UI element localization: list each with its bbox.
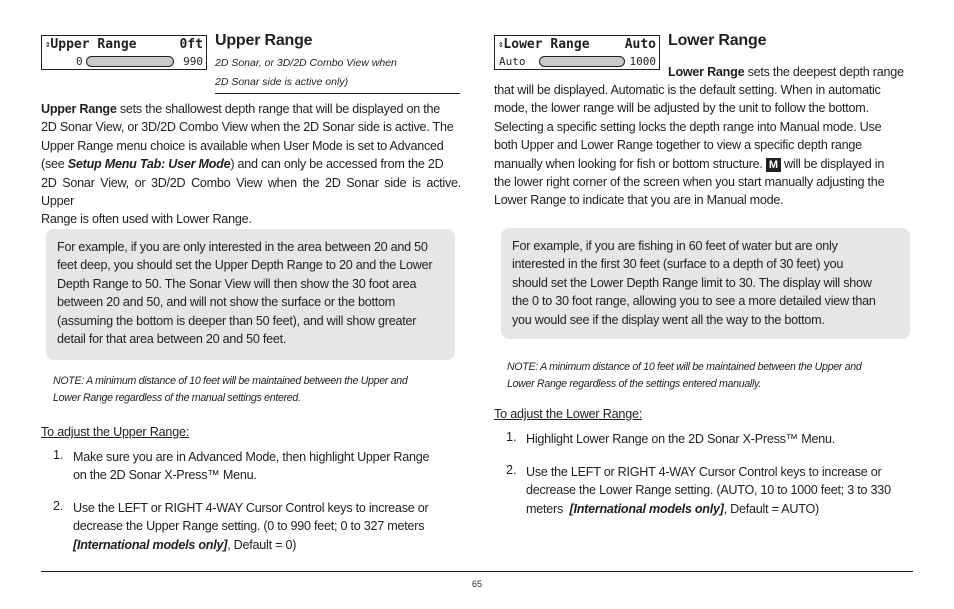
lower-range-menu-widget: [494, 35, 660, 70]
lower-body-line1-text: sets the deepest depth range: [744, 65, 904, 79]
upper-example-line: (assuming the bottom is deeper than 50 feet), and will show greater: [57, 313, 417, 328]
footer-rule: [41, 571, 913, 572]
upper-howto-heading: To adjust the Upper Range:: [41, 425, 190, 439]
upper-example-line: For example, if you are only interested in the area between 20 and 50: [57, 240, 428, 254]
upper-example-line: feet deep, you should set the Upper Depth Range to 20 and the Lower: [57, 258, 433, 273]
upper-body-line2: 2D Sonar View, or 3D/2D Combo View when the 2D Sonar side is active. The: [41, 120, 454, 135]
lower-note: [507, 359, 917, 393]
upper-step1-number: 1.: [53, 448, 64, 462]
upper-range-slider-min: 0: [76, 55, 83, 68]
upper-body-line5: 2D Sonar View, or 3D/2D Combo View when the 2D Sonar side is active. Upper: [41, 175, 461, 209]
lower-howto-heading: To adjust the Lower Range:: [494, 407, 643, 421]
lower-range-menu-label: Lower Range: [503, 37, 590, 52]
page-number: 65: [471, 579, 482, 589]
upper-step2-line1: Use the LEFT or RIGHT 4-WAY Cursor Control keys to increase or: [73, 501, 429, 515]
lower-note-line1: [507, 359, 917, 376]
upper-range-title: Upper Range: [215, 32, 313, 49]
lower-example-text: [512, 237, 899, 329]
lower-body-line7: the lower right corner of the screen when you start manually adjusting the: [494, 175, 885, 190]
international-models-note: [International models only]: [73, 537, 228, 552]
up-down-arrows-icon: ⇕: [45, 40, 51, 50]
lower-example-line: interested in the first 30 feet (surface to a depth of 30 feet) you: [512, 257, 844, 272]
lower-step2-line2: decrease the Lower Range setting. (AUTO, 10 to 1000 feet; 3 to 330: [526, 483, 891, 498]
upper-range-menu-value: 0ft: [179, 37, 203, 52]
lower-step2: [526, 463, 899, 518]
upper-body-line3: Upper Range menu choice is available when User Mode is set to Advanced: [41, 138, 444, 153]
upper-step1: [73, 448, 446, 485]
upper-range-menu-label-row: [42, 36, 206, 53]
upper-example-text: [57, 238, 444, 348]
upper-step2: [73, 499, 446, 554]
upper-example-line: Depth Range to 50. The Sonar View will then show the 30 foot area: [57, 276, 417, 291]
lower-range-slider-track: [539, 56, 625, 67]
lower-body-term: Lower Range: [668, 65, 745, 79]
lower-example-line: the 0 to 30 foot range, allowing you to see a more detailed view than: [512, 294, 876, 309]
upper-range-menu-widget: [41, 35, 207, 70]
lower-note-label: NOTE:: [507, 361, 538, 373]
upper-example-line: between 20 and 50, and will not show the surface or the bottom: [57, 295, 396, 310]
lower-step2-default: , Default = AUTO): [723, 501, 819, 516]
lower-example-line: For example, if you are fishing in 60 feet of water but are only: [512, 239, 838, 253]
lower-step1: [526, 430, 899, 448]
upper-step2-default: , Default = 0): [227, 537, 297, 552]
upper-note: [53, 373, 463, 407]
lower-body-line: both Upper and Lower Range together to view a specific depth range: [494, 138, 862, 153]
upper-range-slider-row: [42, 54, 206, 69]
upper-body-line1: [41, 100, 461, 118]
manual-mode-badge-icon: M: [766, 158, 781, 172]
upper-range-subtitle-line2: 2D Sonar side is active only): [215, 76, 349, 88]
lower-note-line2: Lower Range regardless of the settings entered manually.: [507, 378, 761, 390]
lower-step2-line3-pre: meters: [526, 501, 570, 516]
upper-range-description: [41, 100, 461, 229]
lower-step2-line1: Use the LEFT or RIGHT 4-WAY Cursor Control keys to increase or: [526, 465, 882, 479]
upper-note-label: NOTE:: [53, 375, 84, 387]
up-down-arrows-icon: ⇕: [498, 40, 504, 50]
upper-note-line1-text: A minimum distance of 10 feet will be maintained between the Upper and: [83, 375, 408, 387]
lower-note-line1-text: A minimum distance of 10 feet will be maintained between the Upper and: [537, 361, 862, 373]
lower-body-line: mode, the lower range will be adjusted by the unit to follow the bottom.: [494, 101, 869, 116]
upper-range-slider-max: 990: [183, 55, 203, 68]
upper-range-title-rule: [215, 93, 460, 94]
lower-step2-number: 2.: [506, 463, 517, 477]
lower-range-menu-label-row: [495, 36, 659, 53]
lower-range-description: [494, 81, 914, 210]
upper-step1-line1: Make sure you are in Advanced Mode, then highlight Upper Range: [73, 450, 430, 464]
upper-example-line: detail for that area between 20 and 50 feet.: [57, 332, 287, 347]
upper-range-subtitle-line1: 2D Sonar, or 3D/2D Combo View when: [215, 57, 397, 69]
lower-range-slider-min: Auto: [499, 55, 526, 68]
lower-range-menu-value: Auto: [624, 37, 656, 52]
lower-body-line6: [494, 155, 914, 173]
setup-menu-user-mode-reference: Setup Menu Tab: User Mode: [67, 157, 231, 172]
upper-note-line2: Lower Range regardless of the manual settings entered.: [53, 392, 301, 404]
upper-step1-line2: on the 2D Sonar X-Press™ Menu.: [73, 468, 257, 483]
lower-example-line: you would see if the display went all the way to the bottom.: [512, 312, 825, 327]
lower-body-line1: [668, 63, 913, 81]
upper-step2-number: 2.: [53, 499, 64, 513]
upper-body-line4-pre: (see: [41, 157, 68, 172]
lower-example-line: should set the Lower Depth Range limit to 30. The display will show: [512, 275, 872, 290]
lower-body-line6-pre: manually when looking for fish or bottom structure.: [494, 156, 766, 171]
lower-range-slider-row: [495, 54, 659, 69]
upper-step2-line2: decrease the Upper Range setting. (0 to 990 feet; 0 to 327 meters: [73, 519, 425, 534]
upper-note-line1: [53, 373, 463, 390]
upper-step2-line3: [73, 536, 446, 554]
lower-range-slider-max: 1000: [629, 55, 656, 68]
lower-body-line8: Lower Range to indicate that you are in Manual mode.: [494, 193, 784, 208]
upper-body-line4: [41, 155, 461, 173]
international-models-note: [International models only]: [569, 501, 724, 516]
lower-body-line: that will be displayed. Automatic is the default setting. When in automatic: [494, 83, 881, 97]
upper-body-line4-post: ) and can only be accessed from the 2D: [230, 157, 444, 172]
upper-range-menu-label: Upper Range: [50, 37, 137, 52]
upper-body-line6: Range is often used with Lower Range.: [41, 212, 252, 227]
upper-range-slider-track: [86, 56, 174, 67]
upper-body-line1-text: sets the shallowest depth range that will be displayed on the: [116, 102, 440, 116]
upper-body-term: Upper Range: [41, 102, 117, 116]
lower-step1-line1: Highlight Lower Range on the 2D Sonar X-Press™ Menu.: [526, 432, 836, 446]
lower-step2-line3: [526, 500, 899, 518]
lower-body-line: Selecting a specific setting locks the depth range into Manual mode. Use: [494, 119, 882, 134]
lower-step1-number: 1.: [506, 430, 517, 444]
lower-range-title: Lower Range: [668, 32, 767, 49]
lower-body-line6-post: will be displayed in: [780, 156, 885, 171]
